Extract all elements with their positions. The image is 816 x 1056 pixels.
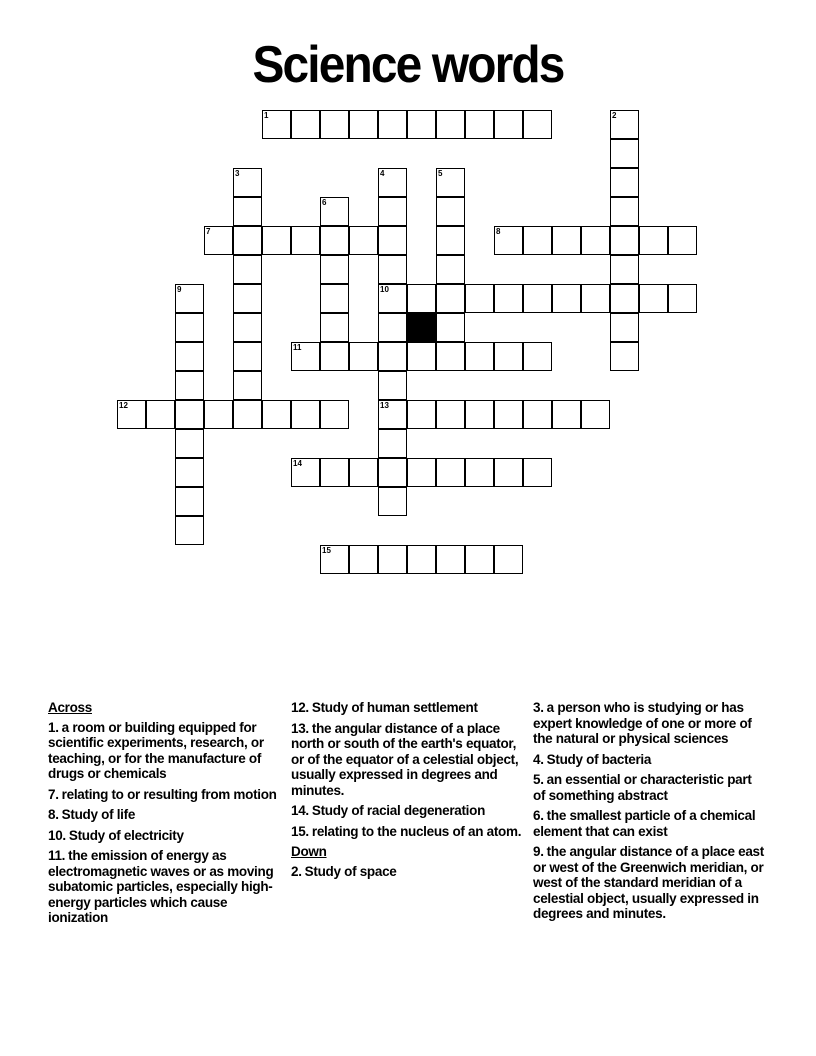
clue-number: 14 (293, 459, 302, 468)
grid-cell[interactable] (378, 429, 407, 458)
clue-item-text: Study of human settlement (311, 700, 478, 715)
shaded-cell (407, 313, 436, 342)
across-clues-part-1 (48, 720, 283, 926)
clue-number: 13 (380, 401, 389, 410)
grid-cell[interactable] (175, 487, 204, 516)
grid-cell[interactable] (494, 110, 523, 139)
grid-cell[interactable] (378, 371, 407, 400)
grid-cell[interactable] (523, 342, 552, 371)
clue-item-number: 13. (291, 720, 309, 736)
grid-cell[interactable] (407, 284, 436, 313)
grid-cell[interactable] (436, 110, 465, 139)
grid-cell[interactable] (552, 226, 581, 255)
grid-cell[interactable] (523, 226, 552, 255)
grid-cell[interactable] (378, 458, 407, 487)
grid-cell[interactable] (436, 545, 465, 574)
clue-item-text: the angular distance of a place north or south of the earth's equator, or of the equator of a celestial object, usually expressed in degrees and minutes. (291, 720, 519, 798)
grid-cell[interactable] (233, 197, 262, 226)
clue-item-text: Study of bacteria (546, 751, 652, 767)
grid-cell[interactable] (494, 545, 523, 574)
clue-item (533, 808, 765, 839)
grid-cell[interactable] (175, 516, 204, 545)
clue-item (533, 752, 765, 768)
grid-cell[interactable] (320, 342, 349, 371)
grid-cell[interactable] (320, 197, 349, 226)
grid-cell[interactable] (204, 226, 233, 255)
clue-number: 1 (264, 111, 269, 120)
clue-item-number: 14. (291, 803, 309, 818)
clue-item-text: a room or building equipped for scientific experiments, research, or teaching, or for the manufacture of drugs or chemicals (48, 719, 264, 781)
grid-cell[interactable] (233, 400, 262, 429)
grid-cell[interactable] (320, 226, 349, 255)
grid-cell[interactable] (378, 400, 407, 429)
clue-item (533, 844, 765, 922)
grid-cell[interactable] (378, 284, 407, 313)
clue-item (291, 721, 523, 799)
clue-item (291, 824, 523, 840)
clue-item-text: the angular distance of a place east or west of the Greenwich meridian, or west of the standard meridian of a celestial object, usually expressed in degrees and minutes. (533, 844, 764, 921)
clue-number: 15 (322, 546, 331, 555)
clue-item-text: relating to the nucleus of an atom. (311, 823, 522, 839)
grid-cell[interactable] (233, 226, 262, 255)
grid-cell[interactable] (581, 226, 610, 255)
grid-cell[interactable] (552, 400, 581, 429)
clue-number: 8 (496, 227, 501, 236)
grid-cell[interactable] (233, 168, 262, 197)
clue-item-number: 4. (533, 751, 544, 767)
grid-cell[interactable] (436, 197, 465, 226)
clue-item-number: 5. (533, 772, 544, 787)
clue-item (533, 700, 765, 747)
clue-number: 4 (380, 169, 385, 178)
grid-cell[interactable] (436, 400, 465, 429)
grid-cell[interactable] (407, 545, 436, 574)
grid-cell[interactable] (291, 400, 320, 429)
grid-cell[interactable] (465, 400, 494, 429)
grid-cell[interactable] (581, 400, 610, 429)
grid-cell[interactable] (610, 313, 639, 342)
grid-cell[interactable] (610, 255, 639, 284)
grid-cell[interactable] (233, 255, 262, 284)
clue-item-number: 8. (48, 807, 59, 822)
clue-item-text: Study of electricity (68, 827, 184, 843)
grid-cell[interactable] (320, 110, 349, 139)
grid-cell[interactable] (465, 458, 494, 487)
grid-cell[interactable] (494, 342, 523, 371)
grid-cell[interactable] (378, 110, 407, 139)
clue-number: 5 (438, 169, 443, 178)
grid-cell[interactable] (407, 458, 436, 487)
grid-cell[interactable] (378, 255, 407, 284)
grid-cell[interactable] (233, 342, 262, 371)
grid-cell[interactable] (465, 284, 494, 313)
grid-cell[interactable] (320, 255, 349, 284)
clue-item-number: 6. (533, 808, 544, 823)
grid-cell[interactable] (233, 284, 262, 313)
down-clues-part-2 (533, 700, 765, 922)
grid-cell[interactable] (494, 400, 523, 429)
grid-cell[interactable] (436, 255, 465, 284)
clue-number: 12 (119, 401, 128, 410)
clue-item (533, 772, 765, 803)
clue-item-number: 12. (291, 700, 309, 715)
clue-item (48, 787, 283, 803)
clue-item (291, 864, 523, 880)
grid-cell[interactable] (407, 110, 436, 139)
grid-cell[interactable] (610, 139, 639, 168)
grid-cell[interactable] (349, 226, 378, 255)
grid-cell[interactable] (349, 458, 378, 487)
clue-item-number: 7. (48, 786, 59, 802)
clue-item-number: 9. (533, 844, 544, 859)
grid-cell[interactable] (378, 342, 407, 371)
grid-cell[interactable] (610, 284, 639, 313)
grid-cell[interactable] (349, 110, 378, 139)
grid-cell[interactable] (320, 458, 349, 487)
clue-item (48, 807, 283, 823)
grid-cell[interactable] (494, 284, 523, 313)
clue-item-text: an essential or characteristic part of something abstract (533, 772, 752, 803)
down-clues-part-1 (291, 864, 523, 880)
grid-cell[interactable] (668, 226, 697, 255)
grid-cell[interactable] (320, 545, 349, 574)
grid-cell[interactable] (436, 458, 465, 487)
grid-cell[interactable] (262, 400, 291, 429)
grid-cell[interactable] (494, 226, 523, 255)
clue-item-text: Study of racial degeneration (311, 803, 486, 818)
grid-cell[interactable] (291, 226, 320, 255)
clue-item (48, 828, 283, 844)
clues-column-2 (291, 700, 523, 884)
grid-cell[interactable] (320, 313, 349, 342)
clue-item (291, 700, 523, 716)
clue-item-text: relating to or resulting from motion (61, 786, 277, 802)
grid-cell[interactable] (523, 110, 552, 139)
clue-item-text: a person who is studying or has expert knowledge of one or more of the natural or physical sciences (533, 700, 752, 746)
clue-item-text: Study of life (61, 807, 136, 822)
grid-cell[interactable] (175, 429, 204, 458)
grid-cell[interactable] (378, 168, 407, 197)
grid-cell[interactable] (262, 226, 291, 255)
grid-cell[interactable] (523, 458, 552, 487)
grid-cell[interactable] (262, 110, 291, 139)
grid-cell[interactable] (523, 400, 552, 429)
grid-cell[interactable] (523, 284, 552, 313)
grid-cell[interactable] (175, 371, 204, 400)
grid-cell[interactable] (175, 400, 204, 429)
clue-number: 9 (177, 285, 182, 294)
grid-cell[interactable] (465, 342, 494, 371)
clue-number: 2 (612, 111, 617, 120)
across-clues-part-2 (291, 700, 523, 839)
grid-cell[interactable] (175, 458, 204, 487)
clues-column-1 (48, 700, 283, 931)
grid-cell[interactable] (610, 342, 639, 371)
grid-cell[interactable] (320, 284, 349, 313)
grid-cell[interactable] (378, 226, 407, 255)
grid-cell[interactable] (378, 313, 407, 342)
clue-item-number: 11. (48, 848, 66, 863)
grid-cell[interactable] (349, 342, 378, 371)
grid-cell[interactable] (175, 313, 204, 342)
grid-cell[interactable] (175, 342, 204, 371)
grid-cell[interactable] (175, 284, 204, 313)
grid-cell[interactable] (465, 545, 494, 574)
grid-cell[interactable] (233, 371, 262, 400)
clue-number: 11 (293, 343, 302, 352)
grid-cell[interactable] (407, 400, 436, 429)
grid-cell[interactable] (233, 313, 262, 342)
clue-number: 3 (235, 169, 240, 178)
grid-cell[interactable] (610, 197, 639, 226)
grid-cell[interactable] (610, 226, 639, 255)
grid-cell[interactable] (610, 110, 639, 139)
clue-item (48, 848, 283, 926)
grid-cell[interactable] (291, 458, 320, 487)
grid-cell[interactable] (639, 226, 668, 255)
clue-item-text: Study of space (304, 863, 397, 879)
grid-cell[interactable] (581, 284, 610, 313)
grid-cell[interactable] (494, 458, 523, 487)
grid-cell[interactable] (639, 284, 668, 313)
grid-cell[interactable] (378, 197, 407, 226)
across-header: Across (48, 700, 92, 715)
clue-item (291, 803, 523, 819)
clue-item-number: 15. (291, 823, 309, 839)
grid-cell[interactable] (378, 545, 407, 574)
clue-item-number: 3. (533, 700, 544, 715)
grid-cell[interactable] (291, 110, 320, 139)
grid-cell[interactable] (117, 400, 146, 429)
clue-number: 6 (322, 198, 327, 207)
clues-column-3 (533, 700, 765, 927)
grid-cell[interactable] (349, 545, 378, 574)
grid-cell[interactable] (436, 284, 465, 313)
clue-number: 7 (206, 227, 211, 236)
puzzle-title: Science words (252, 36, 564, 94)
grid-cell[interactable] (668, 284, 697, 313)
clue-item (48, 720, 283, 782)
grid-cell[interactable] (610, 168, 639, 197)
clue-number: 10 (380, 285, 389, 294)
grid-cell[interactable] (436, 168, 465, 197)
grid-cell[interactable] (436, 226, 465, 255)
clue-item-text: the smallest particle of a chemical element that can exist (533, 808, 756, 839)
grid-cell[interactable] (552, 284, 581, 313)
grid-cell[interactable] (378, 487, 407, 516)
grid-cell[interactable] (146, 400, 175, 429)
clue-item-number: 2. (291, 863, 302, 879)
down-header: Down (291, 844, 327, 859)
grid-cell[interactable] (465, 110, 494, 139)
grid-cell[interactable] (320, 400, 349, 429)
clue-item-text: the emission of energy as electromagnetic waves or as moving subatomic particles, especially high-energy particles which cause ionization (48, 848, 274, 925)
grid-cell[interactable] (436, 313, 465, 342)
grid-cell[interactable] (291, 342, 320, 371)
clue-item-number: 10. (48, 827, 66, 843)
grid-cell[interactable] (204, 400, 233, 429)
clue-item-number: 1. (48, 719, 59, 735)
grid-cell[interactable] (436, 342, 465, 371)
grid-cell[interactable] (407, 342, 436, 371)
